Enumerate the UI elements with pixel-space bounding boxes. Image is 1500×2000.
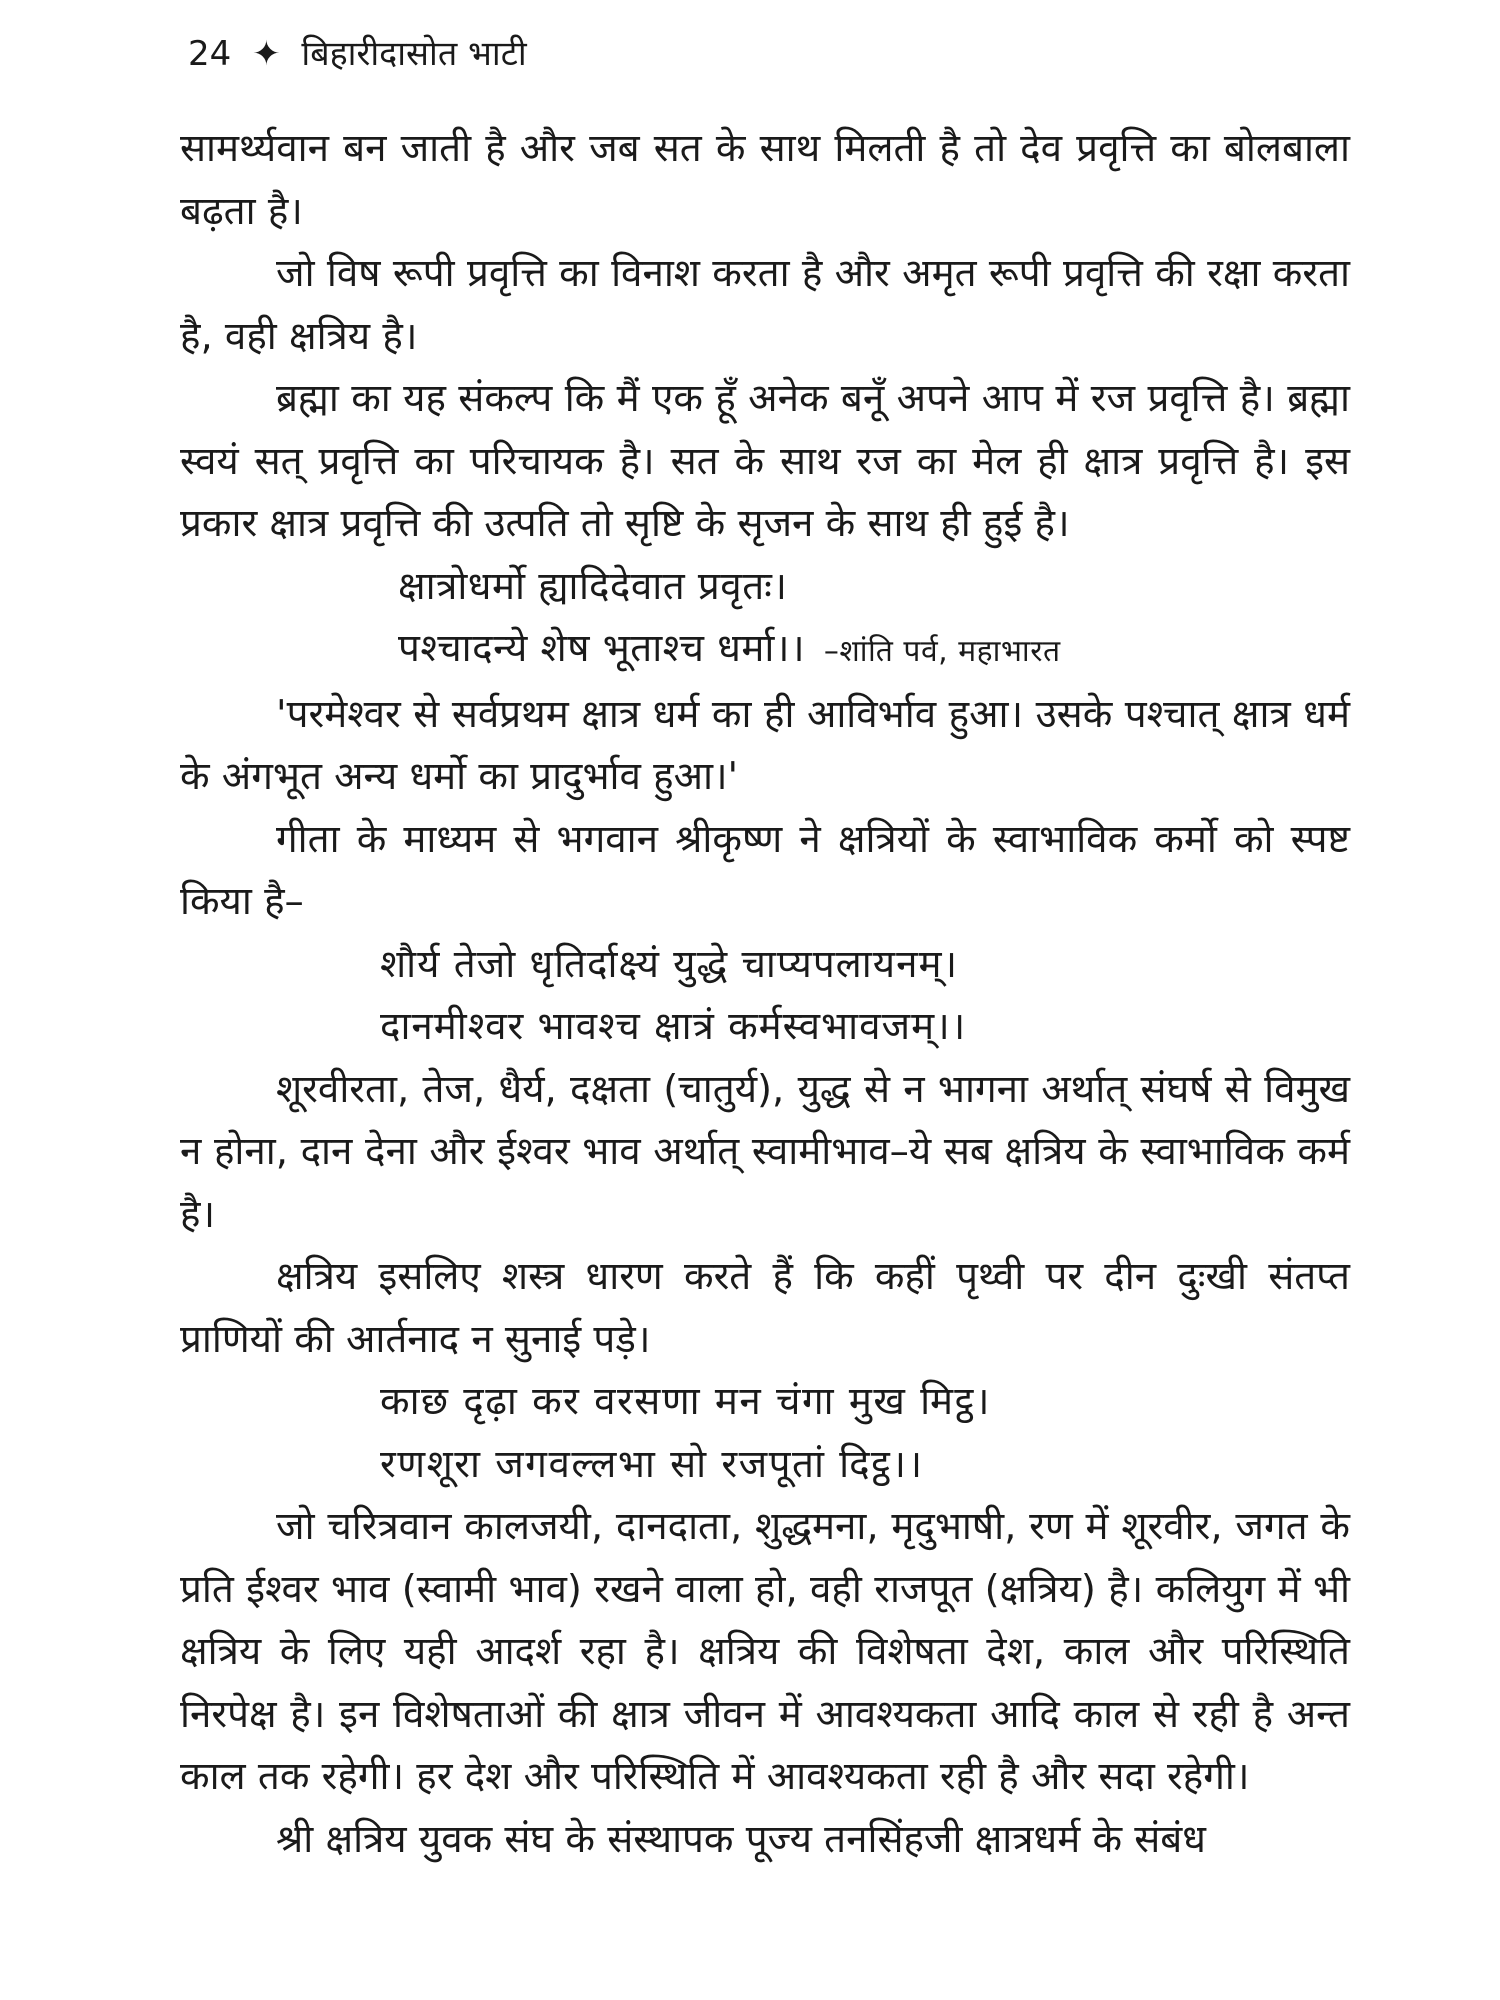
paragraph-6: शूरवीरता, तेज, धैर्य, दक्षता (चातुर्य), युद्ध से न भागना अर्थात् संघर्ष से विमुख न होना, दान देना और ईश्वर भाव अर्थात् स्वामीभाव–ये सब क्षत्रिय के स्वाभाविक कर्म है। [180, 1066, 1350, 1237]
book-title: बिहारीदासोत भाटी [301, 34, 527, 74]
paragraph-7: क्षत्रिय इसलिए शस्त्र धारण करते हैं कि कहीं पृथ्वी पर दीन दुःखी संतप्त प्राणियों की आर्तनाद न सुनाई पड़े। [180, 1254, 1350, 1362]
verse-2-line-2: दानमीश्वर भावश्च क्षात्रं कर्मस्वभावजम्।। [380, 1004, 967, 1049]
paragraph-1: सामर्थ्यवान बन जाती है और जब सत के साथ मिलती है तो देव प्रवृत्ति का बोलबाला बढ़ता है। [180, 126, 1350, 234]
paragraph-4: 'परमेश्वर से सर्वप्रथम क्षात्र धर्म का ही आविर्भाव हुआ। उसके पश्चात् क्षात्र धर्म के अंगभूत अन्य धर्मो का प्रादुर्भाव हुआ।' [180, 691, 1350, 799]
running-header [188, 32, 527, 76]
paragraph-3: ब्रह्मा का यह संकल्प कि मैं एक हूँ अनेक बनूँ अपने आप में रज प्रवृत्ति है। ब्रह्मा स्वयं सत् प्रवृत्ति का परिचायक है। सत के साथ रज का मेल ही क्षात्र प्रवृत्ति है। इस प्रकार क्षात्र प्रवृत्ति की उत्पति तो सृष्टि के सृजन के साथ ही हुई है। [180, 376, 1350, 546]
paragraph-5: गीता के माध्यम से भगवान श्रीकृष्ण ने क्षत्रियों के स्वाभाविक कर्मो को स्पष्ट किया है– [180, 816, 1350, 924]
verse-2-line-1: शौर्य तेजो धृतिर्दाक्ष्यं युद्धे चाप्यपलायनम्। [380, 941, 959, 987]
verse-1-source: –शांति पर्व, महाभारत [823, 634, 1061, 669]
page-number: 24 [188, 34, 232, 74]
paragraph-2: जो विष रूपी प्रवृत्ति का विनाश करता है और अमृत रूपी प्रवृत्ति की रक्षा करता है, वही क्षत्रिय है। [180, 251, 1350, 359]
verse-3-line-2: रणशूरा जगवल्लभा सो रजपूतां दिट्ठ।। [380, 1441, 924, 1487]
verse-1-line-2 [180, 618, 1350, 684]
paragraph-9: श्री क्षत्रिय युवक संघ के संस्थापक पूज्य तनसिंहजी क्षात्रधर्म के संबंध [276, 1816, 1206, 1862]
paragraph-8: जो चरित्रवान कालजयी, दानदाता, शुद्धमना, मृदुभाषी, रण में शूरवीर, जगत के प्रति ईश्वर भाव (स्वामी भाव) रखने वाला हो, वही राजपूत (क्षत्रिय) है। कलियुग में भी क्षत्रिय के लिए यही आदर्श रहा है। क्षत्रिय की विशेषता देश, काल और परिस्थिति निरपेक्ष है। इन विशेषताओं की क्षात्र जीवन में आवश्यकता आदि काल से रही है अन्त काल तक रहेगी। हर देश और परिस्थिति में आवश्यकता रही है और सदा रहेगी। [180, 1504, 1350, 1799]
verse-1-line-1: क्षात्रोधर्मो ह्यादिदेवात प्रवृतः। [398, 563, 788, 609]
page-body [180, 118, 1350, 1871]
verse-3-line-1: काछ दृढ़ा कर वरसणा मन चंगा मुख मिट्ठ। [380, 1379, 991, 1424]
verse-1-line-2-text: पश्चादन्ये शेष भूताश्च धर्मा।। [398, 626, 806, 671]
star-ornament-icon: ✦ [252, 34, 281, 74]
